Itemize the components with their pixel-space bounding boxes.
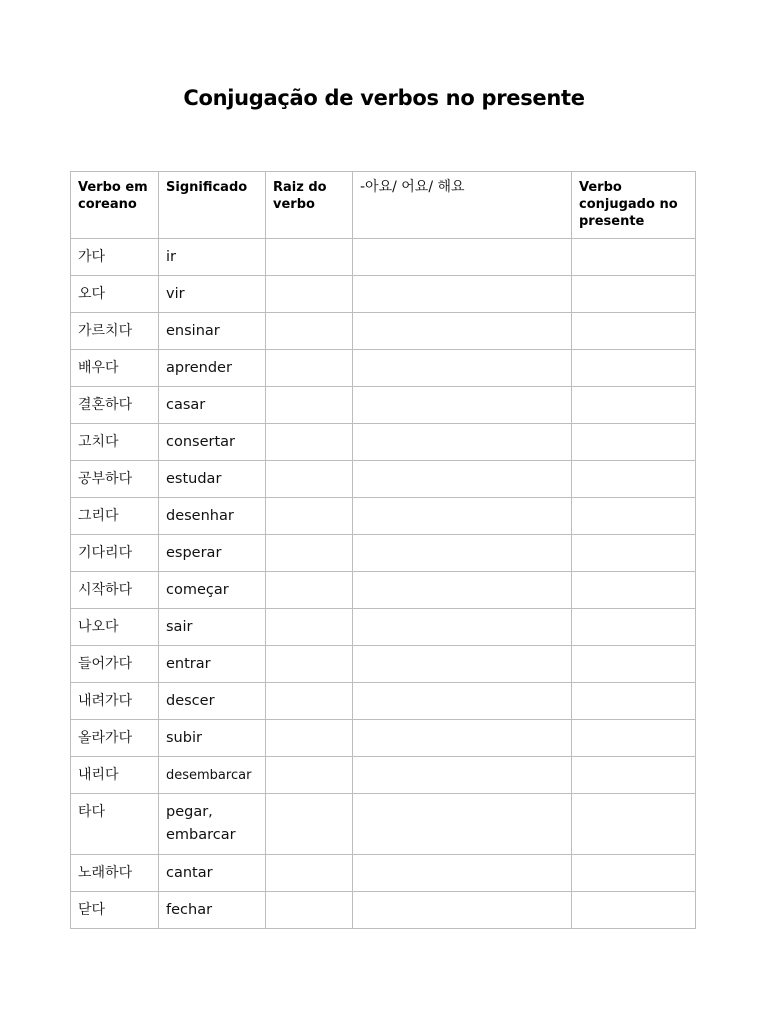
korean-verb-cell: 내리다 — [71, 757, 159, 794]
korean-verb-cell: 나오다 — [71, 609, 159, 646]
verb-root-cell[interactable] — [266, 572, 353, 609]
meaning-cell: consertar — [159, 424, 266, 461]
korean-verb-cell: 올라가다 — [71, 720, 159, 757]
korean-verb-cell: 오다 — [71, 276, 159, 313]
ending-cell[interactable] — [353, 276, 572, 313]
table-row — [71, 892, 696, 929]
conjugated-verb-cell[interactable] — [572, 794, 696, 855]
conjugated-verb-cell[interactable] — [572, 461, 696, 498]
verb-root-cell[interactable] — [266, 387, 353, 424]
meaning-cell: vir — [159, 276, 266, 313]
ending-cell[interactable] — [353, 239, 572, 276]
table-row — [71, 350, 696, 387]
verb-root-cell[interactable] — [266, 609, 353, 646]
table-row — [71, 424, 696, 461]
header-ending: -아요/ 어요/ 해요 — [353, 172, 572, 239]
korean-verb-cell: 가다 — [71, 239, 159, 276]
conjugated-verb-cell[interactable] — [572, 535, 696, 572]
meaning-cell: estudar — [159, 461, 266, 498]
table-row — [71, 276, 696, 313]
meaning-cell: pegar, embarcar — [159, 794, 266, 855]
header-conjugated-verb: Verbo conjugado no presente — [572, 172, 696, 239]
ending-cell[interactable] — [353, 350, 572, 387]
ending-cell[interactable] — [353, 424, 572, 461]
meaning-cell: entrar — [159, 646, 266, 683]
verb-root-cell[interactable] — [266, 461, 353, 498]
ending-cell[interactable] — [353, 535, 572, 572]
ending-cell[interactable] — [353, 572, 572, 609]
korean-verb-cell: 노래하다 — [71, 855, 159, 892]
verb-root-cell[interactable] — [266, 757, 353, 794]
table-body — [71, 239, 696, 929]
table-row — [71, 239, 696, 276]
korean-verb-cell: 타다 — [71, 794, 159, 855]
meaning-cell: sair — [159, 609, 266, 646]
korean-verb-cell: 기다리다 — [71, 535, 159, 572]
ending-cell[interactable] — [353, 609, 572, 646]
table-row — [71, 313, 696, 350]
ending-cell[interactable] — [353, 757, 572, 794]
table-row — [71, 498, 696, 535]
verb-root-cell[interactable] — [266, 498, 353, 535]
verb-root-cell[interactable] — [266, 276, 353, 313]
korean-verb-cell: 배우다 — [71, 350, 159, 387]
verb-root-cell[interactable] — [266, 646, 353, 683]
meaning-cell: aprender — [159, 350, 266, 387]
meaning-cell: fechar — [159, 892, 266, 929]
verb-root-cell[interactable] — [266, 239, 353, 276]
korean-verb-cell: 가르치다 — [71, 313, 159, 350]
conjugated-verb-cell[interactable] — [572, 498, 696, 535]
header-korean-verb: Verbo em coreano — [71, 172, 159, 239]
korean-verb-cell: 고치다 — [71, 424, 159, 461]
conjugated-verb-cell[interactable] — [572, 424, 696, 461]
table-row — [71, 757, 696, 794]
meaning-cell: desembarcar — [159, 757, 266, 794]
table-row — [71, 646, 696, 683]
conjugated-verb-cell[interactable] — [572, 892, 696, 929]
ending-cell[interactable] — [353, 720, 572, 757]
meaning-cell: descer — [159, 683, 266, 720]
conjugated-verb-cell[interactable] — [572, 276, 696, 313]
meaning-cell: ensinar — [159, 313, 266, 350]
conjugated-verb-cell[interactable] — [572, 683, 696, 720]
ending-cell[interactable] — [353, 646, 572, 683]
ending-cell[interactable] — [353, 855, 572, 892]
ending-cell[interactable] — [353, 313, 572, 350]
meaning-cell: desenhar — [159, 498, 266, 535]
verb-root-cell[interactable] — [266, 855, 353, 892]
conjugated-verb-cell[interactable] — [572, 350, 696, 387]
verb-root-cell[interactable] — [266, 720, 353, 757]
verb-root-cell[interactable] — [266, 892, 353, 929]
verb-root-cell[interactable] — [266, 350, 353, 387]
table-row — [71, 387, 696, 424]
meaning-cell: começar — [159, 572, 266, 609]
ending-cell[interactable] — [353, 461, 572, 498]
conjugated-verb-cell[interactable] — [572, 757, 696, 794]
table-row — [71, 461, 696, 498]
meaning-cell: casar — [159, 387, 266, 424]
ending-cell[interactable] — [353, 498, 572, 535]
verb-conjugation-table — [70, 171, 696, 929]
verb-root-cell[interactable] — [266, 424, 353, 461]
table-row — [71, 855, 696, 892]
table-row — [71, 720, 696, 757]
conjugated-verb-cell[interactable] — [572, 646, 696, 683]
verb-root-cell[interactable] — [266, 683, 353, 720]
conjugated-verb-cell[interactable] — [572, 720, 696, 757]
korean-verb-cell: 들어가다 — [71, 646, 159, 683]
korean-verb-cell: 그리다 — [71, 498, 159, 535]
korean-verb-cell: 내려가다 — [71, 683, 159, 720]
table-row — [71, 572, 696, 609]
meaning-cell: ir — [159, 239, 266, 276]
conjugated-verb-cell[interactable] — [572, 855, 696, 892]
korean-verb-cell: 시작하다 — [71, 572, 159, 609]
table-row — [71, 683, 696, 720]
conjugated-verb-cell[interactable] — [572, 239, 696, 276]
table-row — [71, 609, 696, 646]
ending-cell[interactable] — [353, 683, 572, 720]
conjugated-verb-cell[interactable] — [572, 609, 696, 646]
header-verb-root: Raiz do verbo — [266, 172, 353, 239]
ending-cell[interactable] — [353, 892, 572, 929]
korean-verb-cell: 공부하다 — [71, 461, 159, 498]
korean-verb-cell: 닫다 — [71, 892, 159, 929]
table-row — [71, 794, 696, 855]
korean-verb-cell: 결혼하다 — [71, 387, 159, 424]
ending-cell[interactable] — [353, 387, 572, 424]
meaning-cell: esperar — [159, 535, 266, 572]
verb-root-cell[interactable] — [266, 794, 353, 855]
table-header-row — [71, 172, 696, 239]
conjugated-verb-cell[interactable] — [572, 387, 696, 424]
table-row — [71, 535, 696, 572]
verb-root-cell[interactable] — [266, 535, 353, 572]
meaning-cell: subir — [159, 720, 266, 757]
ending-cell[interactable] — [353, 794, 572, 855]
header-meaning: Significado — [159, 172, 266, 239]
conjugated-verb-cell[interactable] — [572, 572, 696, 609]
verb-root-cell[interactable] — [266, 313, 353, 350]
page-title: Conjugação de verbos no presente — [183, 86, 585, 110]
conjugated-verb-cell[interactable] — [572, 313, 696, 350]
meaning-cell: cantar — [159, 855, 266, 892]
